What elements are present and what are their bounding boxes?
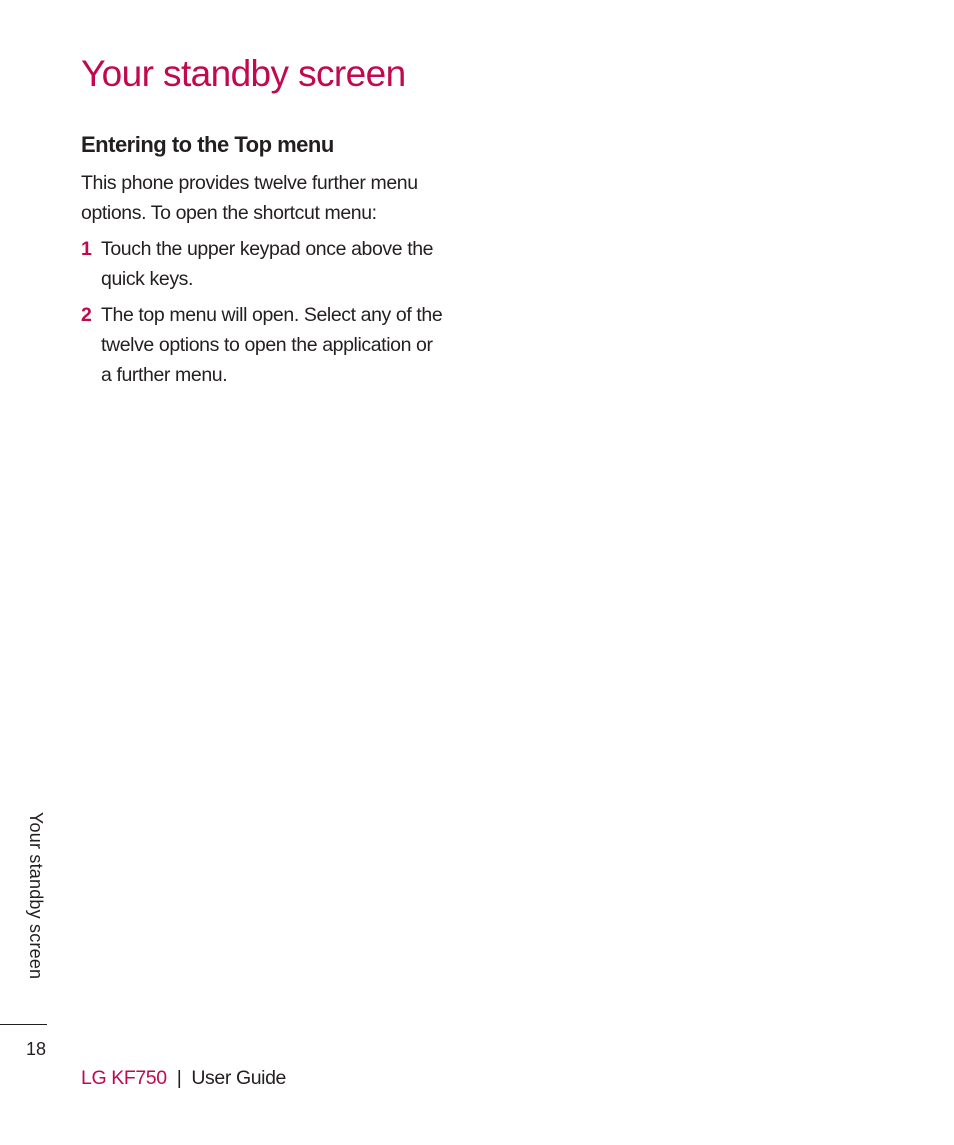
footer: [81, 1066, 286, 1090]
step-line: The top menu will open. Select any of the: [101, 304, 443, 326]
side-divider: [0, 1024, 47, 1025]
step-item: [81, 234, 481, 294]
page-number: 18: [26, 1039, 47, 1059]
section-heading: Entering to the Top menu: [81, 132, 334, 157]
intro-line: options. To open the shortcut menu:: [81, 202, 377, 224]
footer-separator: |: [176, 1067, 182, 1089]
side-section-label: Your standby screen: [26, 812, 46, 980]
step-line: quick keys.: [101, 268, 194, 290]
step-line: Touch the upper keypad once above the: [101, 238, 434, 260]
intro-paragraph: [81, 168, 471, 228]
step-item: [81, 300, 481, 390]
step-number: 1: [81, 238, 92, 260]
step-number: 2: [81, 304, 92, 326]
step-text: [101, 234, 481, 294]
step-line: a further menu.: [101, 364, 228, 386]
intro-line: This phone provides twelve further menu: [81, 172, 418, 194]
footer-guide-label: User Guide: [191, 1067, 286, 1089]
step-text: [101, 300, 481, 390]
page-title: Your standby screen: [81, 53, 406, 94]
footer-brand: LG KF750: [81, 1067, 167, 1089]
steps-list: [81, 234, 481, 396]
step-line: twelve options to open the application or: [101, 334, 433, 356]
